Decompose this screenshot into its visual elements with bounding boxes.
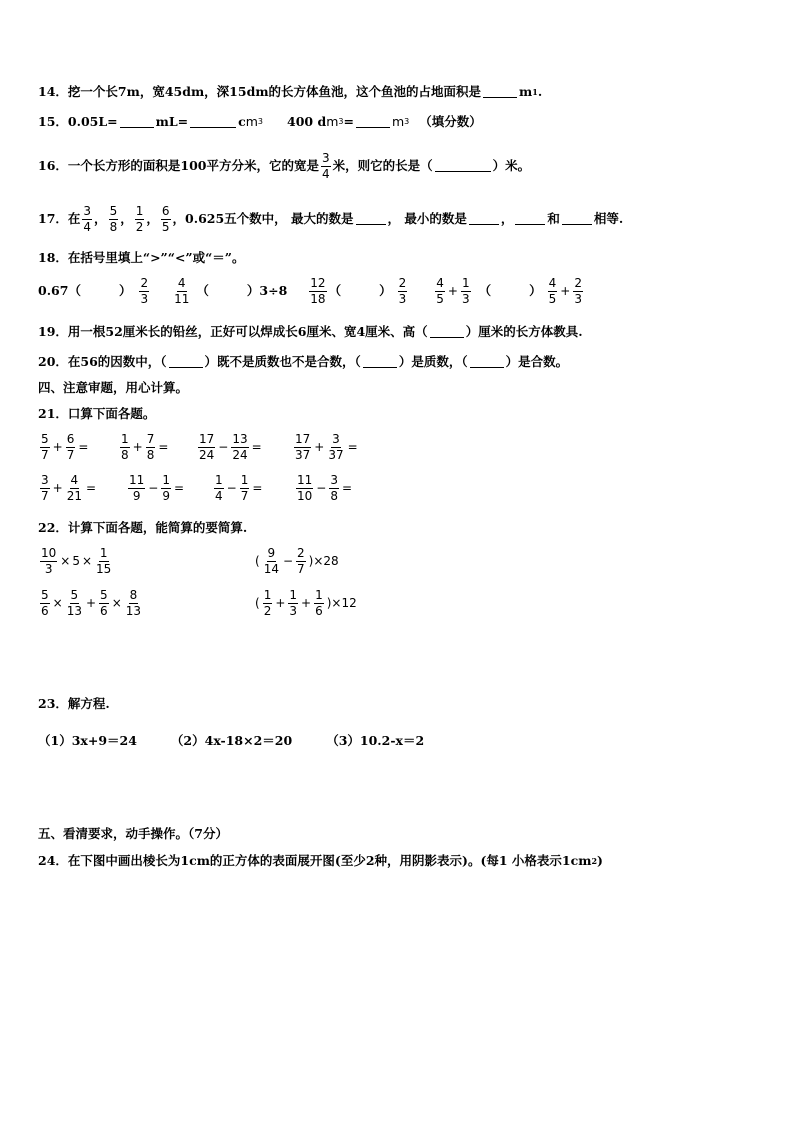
frac: $\frac{9}{14}$	[263, 546, 279, 576]
frac: $\frac{1}{7}$	[240, 473, 249, 503]
q18-lparen-2: （	[196, 282, 209, 298]
equals: =	[251, 440, 262, 455]
q17-blank-4[interactable]	[562, 213, 592, 225]
q18-plus-1: +	[447, 284, 458, 299]
q15-h: =	[343, 114, 354, 129]
plus: +	[85, 596, 97, 611]
frac: $\frac{3}{7}$	[41, 473, 49, 503]
frac: $\frac{1}{2}$	[263, 588, 272, 618]
calc-21-7	[212, 474, 263, 502]
q17-frac-1: $\frac{3}{4}$	[83, 204, 92, 234]
q18-rparen-1: ）	[118, 282, 132, 298]
equals: =	[347, 440, 358, 455]
frac: $\frac{5}{6}$	[41, 588, 49, 618]
q18-frac-1: $\frac{2}{3}$	[140, 276, 149, 306]
frac: $\frac{11}{10}$	[297, 473, 313, 503]
frac: $\frac{11}{9}$	[129, 473, 145, 503]
frac: $\frac{1}{9}$	[162, 473, 170, 503]
q18-frac-8: $\frac{2}{3}$	[574, 276, 582, 306]
minus: −	[218, 440, 229, 455]
q18-frac-6: $\frac{1}{3}$	[461, 276, 470, 306]
q15-g: m	[326, 114, 339, 129]
frac: $\frac{5}{7}$	[41, 432, 49, 462]
frac: $\frac{3}{8}$	[330, 473, 338, 503]
equals: =	[341, 481, 353, 496]
frac: $\frac{13}{24}$	[232, 432, 248, 462]
frac: $\frac{1}{8}$	[121, 432, 129, 462]
q17-e: 和	[547, 210, 560, 226]
q15-c: c	[238, 114, 246, 129]
question-17: 17．在 $\frac{3}{4}$ ， $\frac{5}{8}$ ， $\frac{1}{2}$ ， $\frac{6}{5}$ ， 0.625五个数中， 最大的数是 ， 最小的数是 ， 和 相等.	[38, 204, 624, 234]
calc-22-2	[254, 547, 340, 575]
q17-frac-3: $\frac{1}{2}$	[135, 204, 144, 234]
q17-g: 相等.	[593, 210, 624, 226]
q16-c: ）米。	[492, 157, 531, 173]
lparen: (	[255, 554, 260, 569]
frac: $\frac{1}{3}$	[289, 588, 298, 618]
q20-blank-2[interactable]	[363, 356, 397, 368]
q15-blank-3[interactable]	[356, 116, 390, 128]
q14-blank[interactable]	[483, 86, 517, 98]
equals: =	[173, 481, 185, 496]
calc-22-3	[38, 589, 144, 617]
q18-blank-3[interactable]	[343, 286, 377, 297]
frac: $\frac{1}{4}$	[215, 473, 223, 503]
minus: −	[226, 481, 237, 496]
frac: $\frac{5}{13}$	[66, 588, 82, 618]
q18-frac-3: $\frac{12}{18}$	[310, 276, 326, 306]
calc-21-8	[294, 474, 353, 502]
q15-sup-2: 3	[338, 117, 344, 127]
question-23: 23．解方程.	[38, 696, 110, 711]
times: ×	[52, 596, 63, 611]
q20-c: ）是质数，（	[398, 354, 468, 369]
q18-lparen-3: （	[328, 282, 342, 298]
equation-2: （2）4x-18×2＝20	[170, 733, 293, 748]
plus: +	[132, 440, 143, 455]
q15-i: m	[391, 114, 405, 129]
q16-fraction: $\frac{3}{4}$	[322, 151, 330, 181]
q18-item-1-left: 0.67（	[38, 282, 81, 298]
q17-blank-3[interactable]	[515, 213, 545, 225]
q18-frac-4: $\frac{2}{3}$	[398, 276, 407, 306]
times-12: )×12	[326, 596, 357, 611]
calc-21-5	[38, 474, 97, 502]
frac: $\frac{8}{13}$	[125, 588, 142, 618]
q17-blank-2[interactable]	[469, 213, 499, 225]
q24-end: )	[597, 853, 603, 868]
q15-b: mL=	[155, 114, 189, 129]
q15-blank-1[interactable]	[120, 116, 154, 128]
q20-d: ）是合数。	[505, 354, 569, 369]
frac: $\frac{10}{3}$	[41, 546, 57, 576]
calc-21-3	[196, 433, 263, 461]
question-19	[38, 326, 583, 339]
question-18-row	[38, 277, 585, 305]
frac: $\frac{3}{37}$	[328, 432, 344, 462]
q24-sup: 2	[591, 856, 598, 867]
equation-3: （3）10.2-x＝2	[326, 733, 425, 748]
q15-sup-1: 3	[257, 117, 264, 127]
q15-sup-3: 3	[404, 117, 410, 127]
calc-21-1	[38, 433, 89, 461]
q20-b: ）既不是质数也不是合数，（	[204, 354, 361, 369]
q18-rparen-4: ）	[529, 282, 542, 298]
q18-plus-2: +	[560, 284, 571, 299]
q18-frac-2: $\frac{4}{11}$	[174, 276, 190, 306]
equals: =	[158, 440, 169, 455]
times: ×	[111, 596, 122, 611]
q17-frac-4: $\frac{6}{5}$	[161, 204, 170, 234]
times: ×	[81, 554, 93, 569]
q24-text: 24．在下图中画出棱长为1cm的正方体的表面展开图(至少2种，用阴影表示)。(每1 小格表示1cm	[38, 853, 592, 868]
q16-blank[interactable]	[435, 160, 491, 172]
q15-cm: m	[245, 114, 258, 129]
plus: +	[314, 440, 325, 455]
section-5-title: 五、看清要求，动手操作。（7分）	[38, 826, 228, 841]
question-14	[38, 86, 542, 99]
q19-end: ）厘米的长方体教具.	[465, 324, 583, 339]
q18-blank-2[interactable]	[211, 286, 245, 297]
q15-blank-2[interactable]	[190, 116, 236, 128]
q18-blank-1[interactable]	[83, 286, 117, 297]
q18-item-2-right: ）3÷8	[246, 282, 288, 298]
plus: +	[52, 481, 63, 496]
question-21: 21．口算下面各题。	[38, 406, 156, 421]
q16-b: 米，则它的长是（	[332, 157, 433, 173]
question-23-items	[38, 735, 424, 748]
minus: −	[282, 554, 294, 569]
number: 5	[72, 554, 80, 569]
section-4-title: 四、注意审题，用心计算。	[38, 380, 189, 395]
equals: =	[78, 440, 89, 455]
q17-a: 17．在	[38, 210, 81, 226]
q20-blank-3[interactable]	[470, 356, 504, 368]
frac: $\frac{6}{7}$	[66, 432, 75, 462]
q14-end: .	[537, 84, 543, 99]
equals: =	[85, 481, 97, 496]
question-15	[38, 116, 482, 129]
calc-21-2	[118, 433, 169, 461]
q14-unit: m	[519, 84, 533, 99]
frac: $\frac{5}{6}$	[100, 588, 108, 618]
q20-blank-1[interactable]	[169, 356, 203, 368]
plus: +	[301, 596, 312, 611]
frac: $\frac{2}{7}$	[297, 546, 305, 576]
calc-21-4	[292, 433, 359, 461]
minus: −	[148, 481, 159, 496]
q15-a: 15．0.05L=	[38, 114, 118, 129]
frac: $\frac{7}{8}$	[146, 432, 155, 462]
frac: $\frac{1}{6}$	[315, 588, 323, 618]
question-24	[38, 855, 603, 868]
q14-sup: 1	[532, 87, 538, 98]
q18-frac-7: $\frac{4}{5}$	[548, 276, 557, 306]
times: ×	[60, 554, 71, 569]
frac: $\frac{1}{15}$	[96, 546, 112, 576]
q18-rparen-3: ）	[379, 282, 392, 298]
question-22: 22．计算下面各题，能简算的要简算.	[38, 520, 248, 535]
q18-blank-4[interactable]	[493, 286, 527, 297]
plus: +	[275, 596, 286, 611]
question-20	[38, 356, 568, 369]
frac: $\frac{17}{24}$	[199, 432, 215, 462]
q18-lparen-4: （	[478, 282, 492, 298]
times-28: )×28	[308, 554, 339, 569]
frac: $\frac{17}{37}$	[295, 432, 311, 462]
q16-a: 16．一个长方形的面积是100平方分米，它的宽是	[38, 157, 319, 173]
minus: −	[316, 481, 327, 496]
lparen: (	[255, 596, 260, 611]
frac: $\frac{4}{21}$	[66, 473, 82, 503]
question-18: 18．在括号里填上“>”“<”或“＝”。	[38, 250, 245, 265]
q17-c: ， 最小的数是	[387, 210, 467, 226]
plus: +	[52, 440, 63, 455]
q17-d: ，	[500, 210, 514, 226]
calc-22-1	[38, 547, 114, 575]
q19-text: 19．用一根52厘米长的铅丝，正好可以焊成长6厘米、宽4厘米、高（	[38, 324, 428, 339]
calc-22-4	[254, 589, 358, 617]
q19-blank[interactable]	[430, 326, 464, 338]
equation-1: （1）3x+9＝24	[38, 733, 137, 748]
q20-a: 20．在56的因数中，（	[38, 354, 167, 369]
q15-j: （填分数）	[419, 114, 482, 129]
calc-21-6	[126, 474, 185, 502]
q14-text: 14．挖一个长7m，宽45dm，深15dm的长方体鱼池，这个鱼池的占地面积是	[38, 84, 482, 99]
q18-frac-5: $\frac{4}{5}$	[436, 276, 444, 306]
q15-f: 400 d	[287, 114, 327, 129]
q17-blank-1[interactable]	[356, 213, 386, 225]
equals: =	[252, 481, 263, 496]
q17-b: 0.625五个数中， 最大的数是	[185, 210, 354, 226]
question-16	[38, 152, 530, 180]
q17-frac-2: $\frac{5}{8}$	[109, 204, 118, 234]
